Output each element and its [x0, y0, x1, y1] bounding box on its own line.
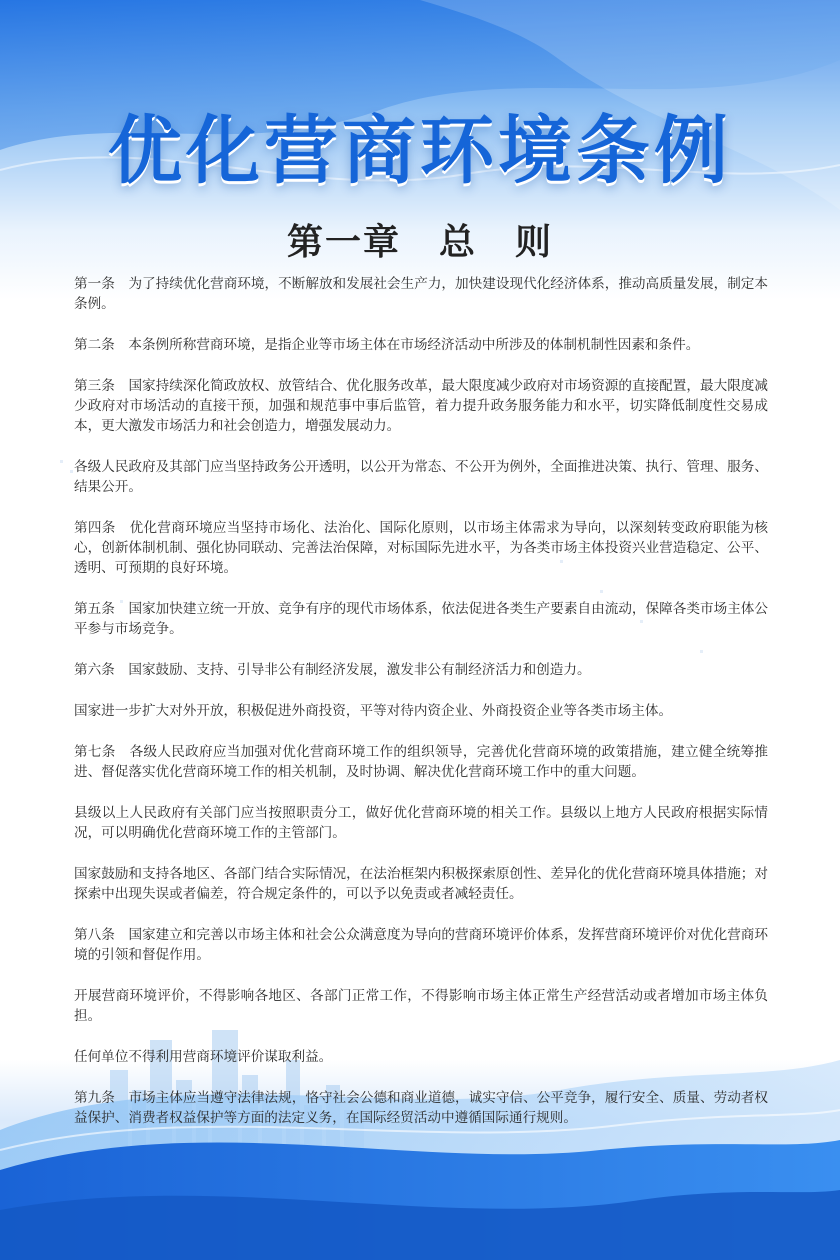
article-text: 国家鼓励和支持各地区、各部门结合实际情况，在法治框架内积极探索原创性、差异化的优化营商环境具体措施；对探索中出现失误或者偏差，符合规定条件的，可以予以免责或者减轻责任。: [74, 866, 768, 902]
article-text: 国家持续深化简政放权、放管结合、优化服务改革，最大限度减少政府对市场资源的直接配置，最大限度减少政府对市场活动的直接干预，加强和规范事中事后监管，着力提升政务服务能力和水平，切实降低制度性交易成本，更大激发市场活力和社会创造力，增强发展动力。: [74, 378, 769, 434]
article-3-paragraph-2: [74, 457, 768, 497]
article-1: [74, 274, 768, 314]
article-text: 为了持续优化营商环境，不断解放和发展社会生产力，加快建设现代化经济体系，推动高质量发展，制定本条例。: [74, 276, 769, 312]
article-text: 国家鼓励、支持、引导非公有制经济发展，激发非公有制经济活力和创造力。: [128, 662, 591, 678]
article-text: 各级人民政府及其部门应当坚持政务公开透明，以公开为常态、不公开为例外，全面推进决策、执行、管理、服务、结果公开。: [74, 459, 768, 495]
article-text: 任何单位不得利用营商环境评价谋取利益。: [74, 1049, 333, 1065]
article-text: 开展营商环境评价，不得影响各地区、各部门正常工作，不得影响市场主体正常生产经营活动或者增加市场主体负担。: [74, 988, 768, 1024]
article-text: 国家建立和完善以市场主体和社会公众满意度为导向的营商环境评价体系，发挥营商环境评价对优化营商环境的引领和督促作用。: [74, 927, 769, 963]
article-text: 国家进一步扩大对外开放，积极促进外商投资，平等对待内资企业、外商投资企业等各类市场主体。: [74, 703, 673, 719]
article-7-paragraph-3: [74, 864, 768, 904]
article-9: [74, 1088, 768, 1128]
article-8-paragraph-2: [74, 986, 768, 1026]
article-label: 第九条: [74, 1090, 115, 1106]
article-5: [74, 599, 768, 639]
article-7-paragraph-2: [74, 803, 768, 843]
article-label: 第七条: [74, 744, 116, 760]
article-label: 第八条: [74, 927, 115, 943]
article-text: 各级人民政府应当加强对优化营商环境工作的组织领导，完善优化营商环境的政策措施，建立健全统筹推进、督促落实优化营商环境工作的相关机制，及时协调、解决优化营商环境工作中的重大问题。: [74, 744, 769, 780]
article-text: 优化营商环境应当坚持市场化、法治化、国际化原则，以市场主体需求为导向，以深刻转变政府职能为核心，创新体制机制、强化协同联动、完善法治保障，对标国际先进水平，为各类市场主体投资兴业营造稳定、公平、透明、可预期的良好环境。: [74, 520, 769, 576]
article-label: 第五条: [74, 601, 115, 617]
article-7: [74, 742, 768, 782]
article-label: 第三条: [74, 378, 115, 394]
article-label: 第四条: [74, 520, 116, 536]
article-4: [74, 518, 768, 578]
article-text: 本条例所称营商环境，是指企业等市场主体在市场经济活动中所涉及的体制机制性因素和条件。: [128, 337, 700, 353]
article-6: [74, 660, 768, 680]
article-3: [74, 376, 768, 436]
article-2: [74, 335, 768, 355]
article-8: [74, 925, 768, 965]
article-6-paragraph-2: [74, 701, 768, 721]
article-text: 市场主体应当遵守法律法规，恪守社会公德和商业道德，诚实守信、公平竞争，履行安全、质量、劳动者权益保护、消费者权益保护等方面的法定义务，在国际经贸活动中遵循国际通行规则。: [74, 1090, 769, 1126]
article-text: 国家加快建立统一开放、竞争有序的现代市场体系，依法促进各类生产要素自由流动，保障各类市场主体公平参与市场竞争。: [74, 601, 769, 637]
article-label: 第六条: [74, 662, 115, 678]
main-title: 优化营商环境条例: [108, 108, 732, 194]
article-8-paragraph-3: [74, 1047, 768, 1067]
regulation-body: [74, 274, 768, 1149]
article-label: 第二条: [74, 337, 115, 353]
article-text: 县级以上人民政府有关部门应当按照职责分工，做好优化营商环境的相关工作。县级以上地方人民政府根据实际情况，可以明确优化营商环境工作的主管部门。: [74, 805, 768, 841]
chapter-title: 第一章 总 则: [286, 222, 553, 263]
article-label: 第一条: [74, 276, 115, 292]
